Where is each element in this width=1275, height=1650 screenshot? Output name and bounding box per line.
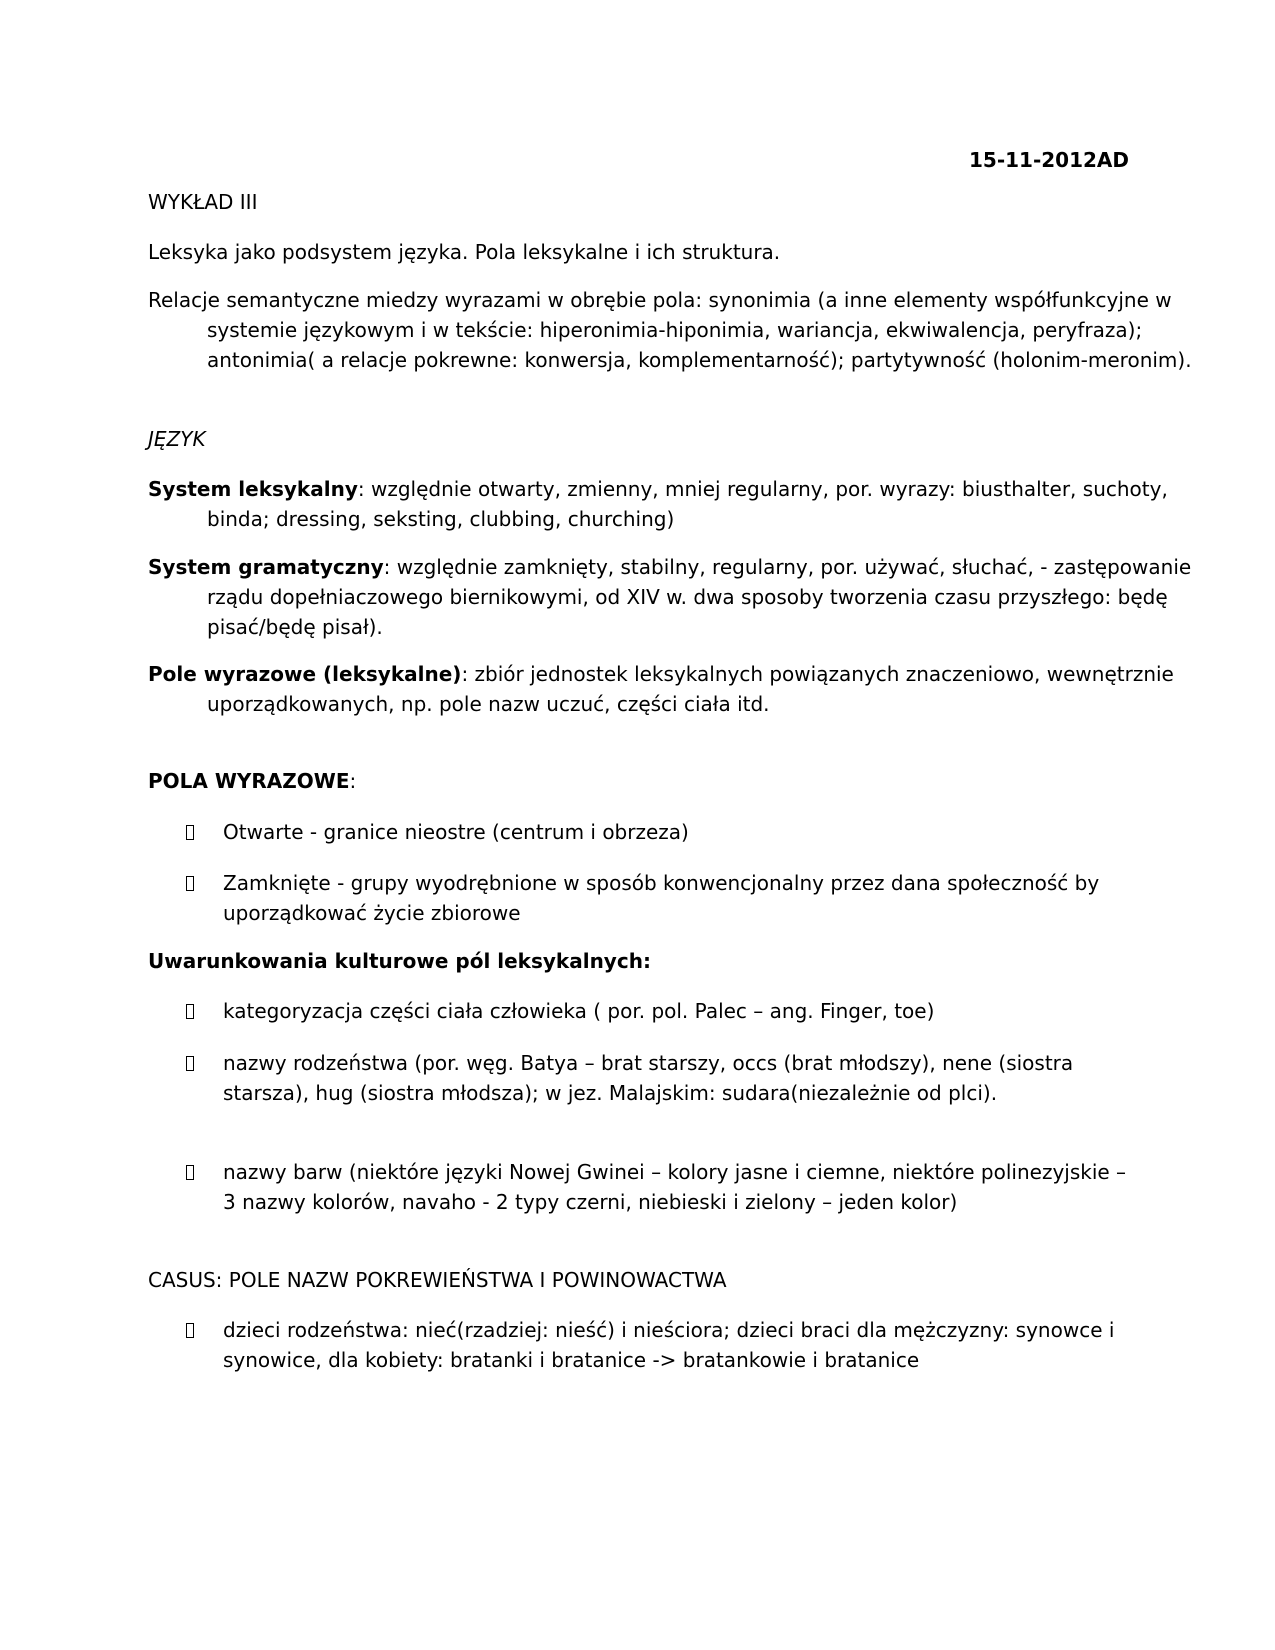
definition-lexical-system [148,474,1197,534]
definition-term: System gramatyczny [148,555,384,579]
bullet-icon [186,817,198,847]
list-item-text: nazwy rodzeństwa (por. węg. Batya – brat starszy, occs (brat młodszy), nene (siostra starsza), hug (siostra młodsza); w jez. Malajskim: sudara(niezależnie od plci). [223,1051,1074,1105]
definition-term: Pole wyrazowe (leksykalne) [148,662,462,686]
list-item-text: kategoryzacja części ciała człowieka ( por. pol. Palec – ang. Finger, toe) [223,999,935,1023]
lecture-title: WYKŁAD III [148,190,258,214]
language-heading: JĘZYK [148,427,206,451]
definition-text: : względnie otwarty, zmienny, mniej regularny, por. wyrazy: biusthalter, suchoty, binda; dressing, seksting, clubbing, churching) [207,477,1168,531]
document-date: 15-11-2012AD [968,148,1129,172]
bullet-icon [186,1048,198,1078]
fields-heading [148,766,1138,796]
bullet-icon [186,1315,198,1345]
bullet-icon [186,1157,198,1187]
definition-word-field [148,659,1197,719]
topic-line: Leksyka jako podsystem języka. Pola leksykalne i ich struktura. [148,240,781,264]
list-item-text: nazwy barw (niektóre języki Nowej Gwinei – kolory jasne i ciemne, niektóre polinezyjskie – 3 nazwy kolorów, navaho - 2 typy czerni, niebieski i zielony – jeden kolor) [223,1160,1127,1214]
list-item-text: dzieci rodzeństwa: nieć(rzadziej: nieść) i nieściora; dzieci braci dla mężczyzny: synowce i synowice, dla kobiety: bratanki i bratanice -> bratankowie i bratanice [223,1318,1115,1372]
definition-text: : względnie zamknięty, stabilny, regularny, por. używać, słuchać, - zastępowanie rządu dopełniaczowego biernikowymi, od XIV w. dwa sposoby tworzenia czasu przyszłego: będę pisać/będę pisał). [207,555,1192,639]
definition-term: System leksykalny [148,477,358,501]
cultural-heading: Uwarunkowania kulturowe pól leksykalnych: [148,949,651,973]
definition-text: : zbiór jednostek leksykalnych powiązanych znaczeniowo, wewnętrznie uporządkowanych, np. pole nazw uczuć, części ciała itd. [207,662,1174,716]
fields-heading-suffix: : [349,769,357,793]
bullet-icon [186,996,198,1026]
relations-paragraph: Relacje semantyczne miedzy wyrazami w obrębie pola: synonimia (a inne elementy współfunkcyjne w systemie językowym i w tekście: hiperonimia-hiponimia, wariancja, ekwiwalencja, peryfraza); antonimia( a relacje pokrewne: konwersja, komplementarność); partytywność (holonim-meronim). [148,288,1192,372]
fields-heading-text: POLA WYRAZOWE [148,769,350,793]
list-item-text: Otwarte - granice nieostre (centrum i obrzeza) [223,820,689,844]
list-item-text: Zamknięte - grupy wyodrębnione w sposób konwencjonalny przez dana społeczność by uporządkować życie zbiorowe [223,871,1100,925]
definition-grammatical-system [148,552,1197,642]
casus-heading: CASUS: POLE NAZW POKREWIEŃSTWA I POWINOWACTWA [148,1268,727,1292]
bullet-icon [186,868,198,898]
